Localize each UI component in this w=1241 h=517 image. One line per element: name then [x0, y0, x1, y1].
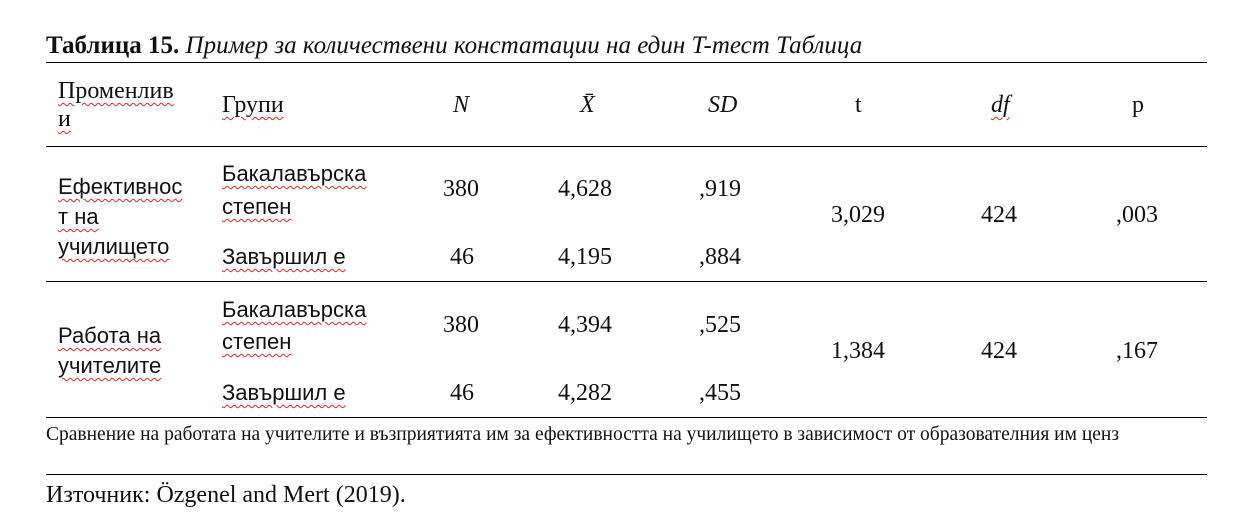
cell-sd: ,525 [699, 312, 741, 338]
cell-df: 424 [981, 202, 1017, 228]
cell-t: 1,384 [831, 338, 885, 364]
cell-df: 424 [981, 338, 1017, 364]
header-mean: X̄ [580, 92, 595, 118]
group-label-cont: степен [222, 194, 292, 219]
cell-n: 380 [443, 176, 479, 202]
row-variable-label: Работа на [58, 323, 162, 348]
table-caption [46, 31, 862, 61]
group-label: Завършил е [222, 244, 346, 269]
header-rule [46, 146, 1207, 147]
cell-n: 46 [450, 244, 474, 270]
header-variable: Променлив [58, 78, 174, 104]
header-variable-cont: и [58, 106, 71, 132]
cell-n: 380 [443, 312, 479, 338]
row-variable-label-cont: учителите [58, 353, 162, 378]
cell-mean: 4,195 [558, 244, 612, 270]
cell-mean: 4,394 [558, 312, 612, 338]
header-n: N [453, 92, 470, 118]
table-source: Източник: Özgenel and Mert (2019). [46, 482, 406, 508]
cell-t: 3,029 [831, 202, 885, 228]
header-t: t [855, 92, 862, 118]
table-number: Таблица 15. [46, 32, 180, 59]
cell-sd: ,884 [699, 244, 741, 270]
table-bottom-rule [46, 417, 1207, 418]
table-title: Пример за количествени констатации на един T-тест Таблица [185, 32, 863, 59]
table-note: Сравнение на работата на учителите и възприятията им за ефективността на училището в зависимост от образователния им ценз [46, 424, 1120, 445]
cell-p: ,003 [1116, 202, 1158, 228]
row-variable-label-cont: т на [58, 204, 99, 229]
header-sd: SD [708, 92, 738, 118]
cell-mean: 4,282 [558, 380, 612, 406]
header-df: df [991, 92, 1010, 118]
group-label: Бакалавърска [222, 161, 367, 186]
cell-sd: ,919 [699, 176, 741, 202]
group-label: Бакалавърска [222, 297, 367, 322]
cell-n: 46 [450, 380, 474, 406]
group-label: Завършил е [222, 380, 346, 405]
note-bottom-rule [46, 474, 1207, 475]
group-label-cont: степен [222, 329, 292, 354]
row-variable-label: Ефективнос [58, 174, 183, 199]
row-variable-label-cont: училището [58, 234, 170, 259]
header-p: p [1132, 92, 1144, 118]
row-separator-rule [46, 281, 1207, 282]
header-groups: Групи [222, 92, 284, 118]
top-rule [46, 62, 1207, 63]
cell-sd: ,455 [699, 380, 741, 406]
cell-p: ,167 [1116, 338, 1158, 364]
cell-mean: 4,628 [558, 176, 612, 202]
